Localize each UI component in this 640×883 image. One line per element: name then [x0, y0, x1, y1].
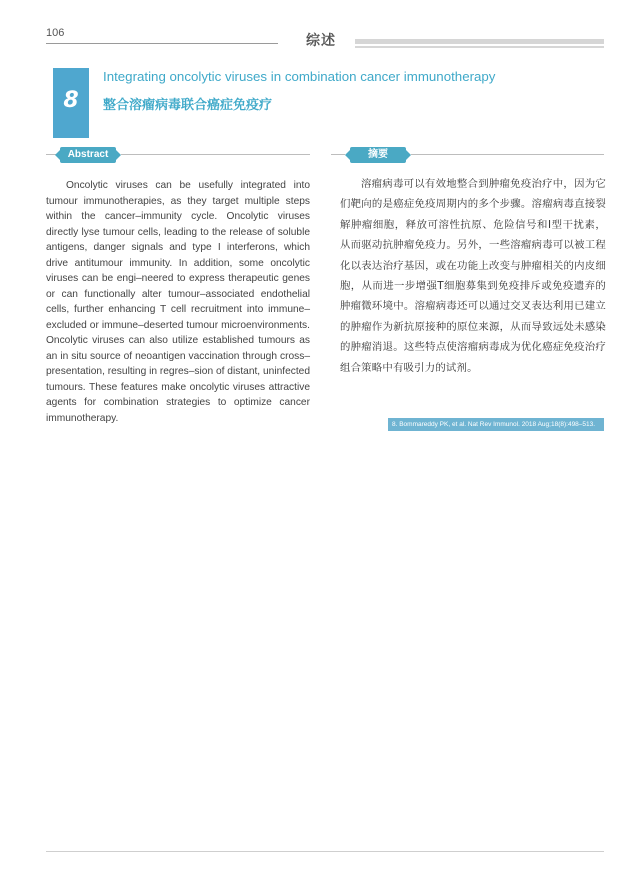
abstract-rule-right-a [331, 154, 345, 155]
abstract-tab-cn: 摘要 [350, 147, 406, 163]
reference-bar: 8. Bommareddy PK, et al. Nat Rev Immunol. 2018 Aug;18(8):498–513. [388, 418, 604, 431]
header-rule-right [355, 39, 604, 44]
abstract-rule-right-b [411, 154, 604, 155]
abstract-tab-en: Abstract [60, 147, 116, 163]
article-title-en: Integrating oncolytic viruses in combination cancer immunotherapy [103, 69, 496, 84]
header-rule-right-thin [355, 46, 604, 48]
header-rule-left [46, 43, 278, 44]
footer-rule [46, 851, 604, 852]
abstract-text-en: Oncolytic viruses can be usefully integrated into tumour immunotherapies, as they target multiple steps within the cancer–immunity cycle. Oncolytic viruses directly lyse tumour cells, leading to the release of soluble antigens, danger signals and type I interferons, which drive antitumour immunity. In addition, some oncolytic viruses can be engi–neered to express therapeutic genes or can functionally alter tumour–associated endothelial cells, further enhancing T cell recruitment into immune–excluded or immune–deserted tumour microenvironments. Oncolytic viruses can also utilize established tumours as an in situ source of neoantigen vaccination through cross–presentation, resulting in regres–sion of distant, uninfected tumours. These features make oncolytic viruses attractive agents for combination strategies to optimize cancer immunotherapy. [46, 180, 310, 424]
section-label: 综述 [306, 33, 336, 49]
abstract-text-cn: 溶瘤病毒可以有效地整合到肿瘤免疫治疗中，因为它们靶向的是癌症免疫周期内的多个步骤。溶瘤病毒直接裂解肿瘤细胞，释放可溶性抗原、危险信号和I型干扰素，从而驱动抗肿瘤免疫力。另外，一些溶瘤病毒可以被工程化以表达治疗基因，或在功能上改变与肿瘤相关的内皮细胞，从而进一步增强T细胞募集到免疫排斥或免疫遗弃的肿瘤微环境中。溶瘤病毒还可以通过交叉表达利用已建立的肿瘤作为新抗原接种的原位来源，从而导致远处未感染的肿瘤消退。这些特点使溶瘤病毒成为优化癌症免疫治疗组合策略中有吸引力的试剂。 [340, 178, 606, 374]
article-number: 8 [63, 88, 79, 113]
article-title-cn: 整合溶瘤病毒联合癌症免疫疗 [103, 98, 273, 113]
abstract-rule-left-b [121, 154, 310, 155]
article-number-box [53, 68, 89, 138]
page-number: 106 [46, 27, 65, 39]
